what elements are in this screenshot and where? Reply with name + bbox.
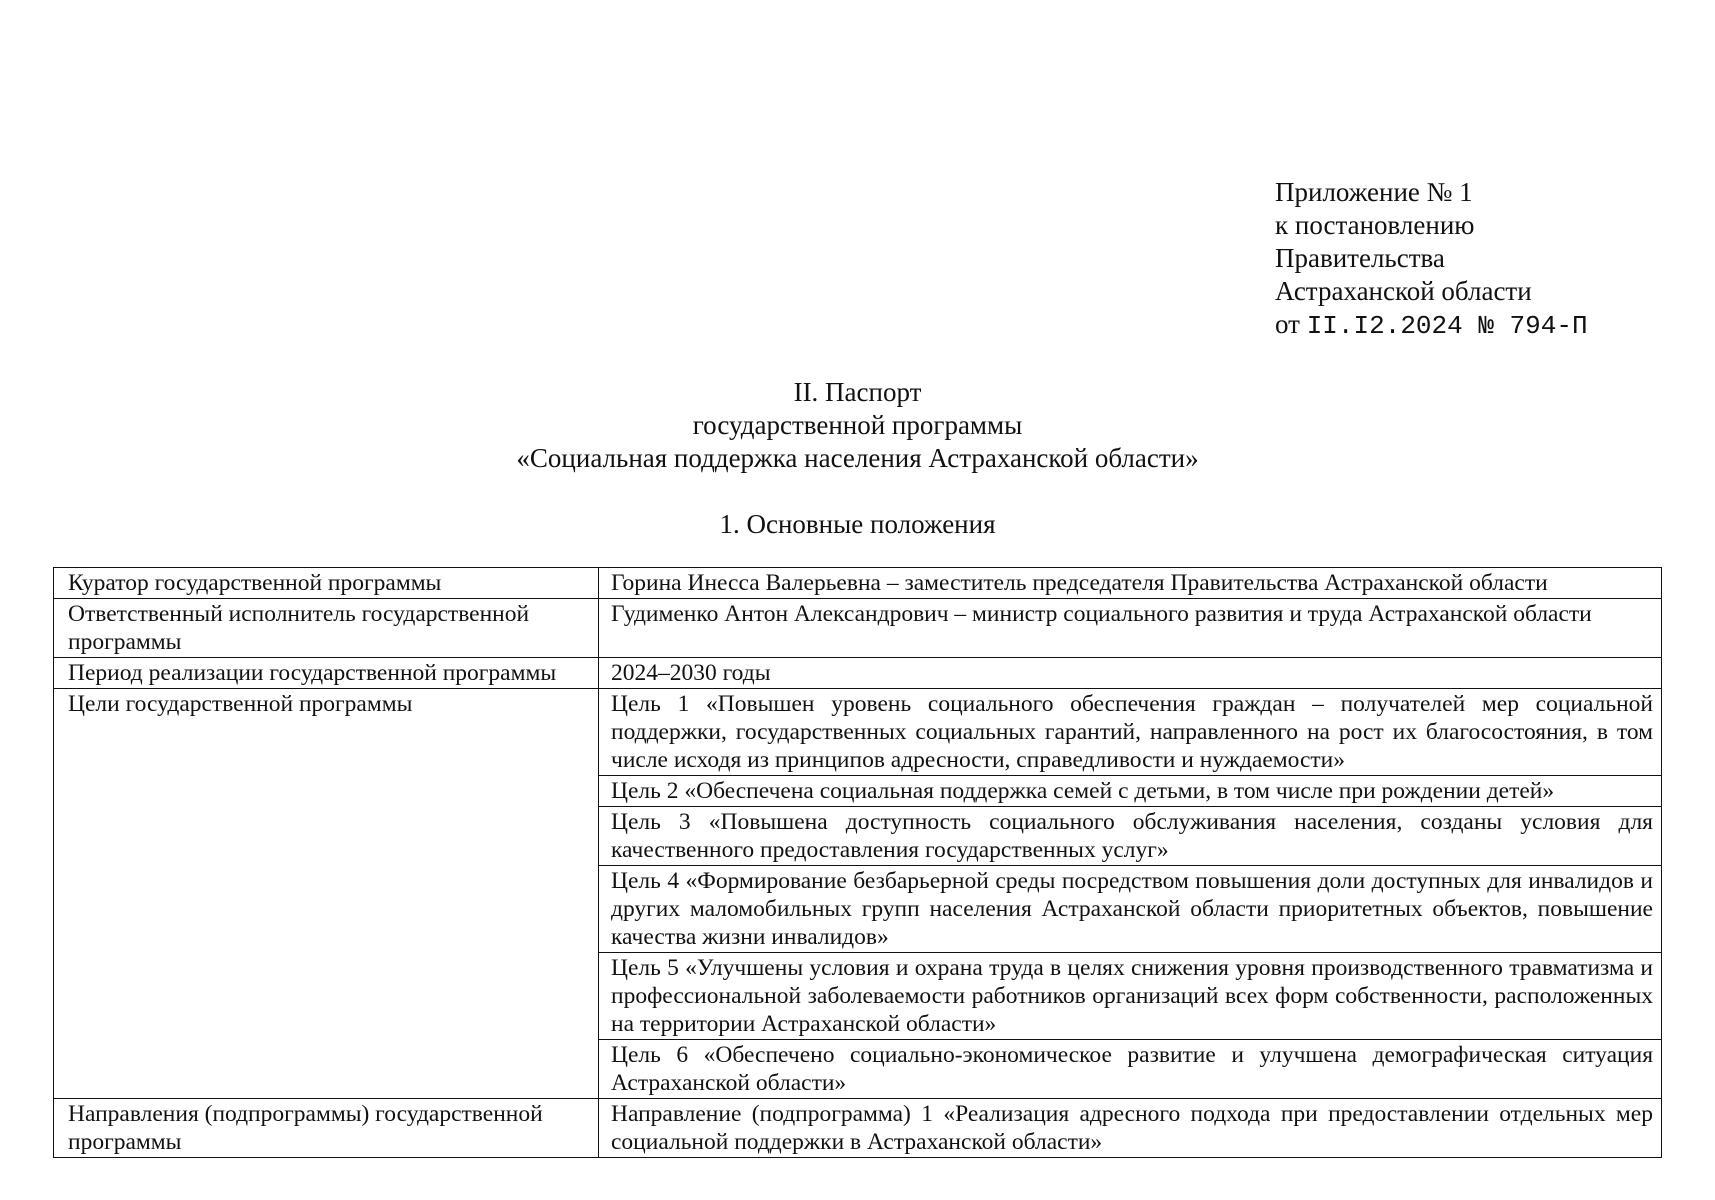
appendix-block	[1275, 176, 1588, 343]
appendix-date-number: II.I2.2024 № 794-П	[1306, 311, 1588, 341]
goal-3: Цель 3 «Повышена доступность социального обслуживания населения, созданы условия для качественного предоставления государственных услуг»	[599, 807, 1662, 866]
table-row-executor	[54, 599, 1662, 658]
title-line-program-name: «Социальная поддержка населения Астраханской области»	[516, 443, 1199, 473]
goal-1: Цель 1 «Повышен уровень социального обеспечения граждан – получателей мер социальной поддержки, государственных социальных гарантий, направленного на рост их благосостояния, в том числе исходя из принципов адресности, справедливости и нуждаемости»	[599, 689, 1662, 776]
title-line-passport: II. Паспорт	[793, 377, 922, 407]
passport-table	[53, 567, 1662, 1158]
table-row-directions	[54, 1099, 1662, 1158]
curator-value: Горина Инесса Валерьевна – заместитель председателя Правительства Астраханской области	[599, 568, 1662, 599]
appendix-date-prefix: от	[1275, 309, 1307, 339]
document-title	[0, 376, 1715, 475]
appendix-line-region: Астраханской области	[1275, 276, 1532, 306]
table-row-curator	[54, 568, 1662, 599]
goal-2: Цель 2 «Обеспечена социальная поддержка семей с детьми, в том числе при рождении детей»	[599, 776, 1662, 807]
directions-value: Направление (подпрограмма) 1 «Реализация адресного подхода при предоставлении отдельных мер социальной поддержки в Астраханской области»	[599, 1099, 1662, 1158]
table-row-period	[54, 658, 1662, 689]
table-row-goal	[54, 689, 1662, 776]
directions-label: Направления (подпрограммы) государственной программы	[54, 1099, 599, 1158]
curator-label: Куратор государственной программы	[54, 568, 599, 599]
goal-4: Цель 4 «Формирование безбарьерной среды посредством повышения доли доступных для инвалидов и других маломобильных групп населения Астраханской области приоритетных объектов, повышение качества жизни инвалидов»	[599, 866, 1662, 953]
appendix-line-resolution: к постановлению	[1275, 210, 1475, 240]
period-label: Период реализации государственной программы	[54, 658, 599, 689]
appendix-title: Приложение № 1	[1275, 177, 1473, 207]
goal-6: Цель 6 «Обеспечено социально-экономическое развитие и улучшена демографическая ситуация Астраханской области»	[599, 1040, 1662, 1099]
goals-label: Цели государственной программы	[54, 689, 599, 1099]
section-heading: 1. Основные положения	[719, 509, 996, 539]
appendix-date-line	[1275, 308, 1588, 343]
executor-label: Ответственный исполнитель государственной программы	[54, 599, 599, 658]
title-line-program: государственной программы	[692, 410, 1023, 440]
executor-value: Гудименко Антон Александрович – министр социального развития и труда Астраханской области	[599, 599, 1662, 658]
appendix-line-government: Правительства	[1275, 243, 1445, 273]
goal-5: Цель 5 «Улучшены условия и охрана труда в целях снижения уровня производственного травматизма и профессиональной заболеваемости работников организаций всех форм собственности, расположенных на территории Астраханской области»	[599, 953, 1662, 1040]
period-value: 2024–2030 годы	[599, 658, 1662, 689]
